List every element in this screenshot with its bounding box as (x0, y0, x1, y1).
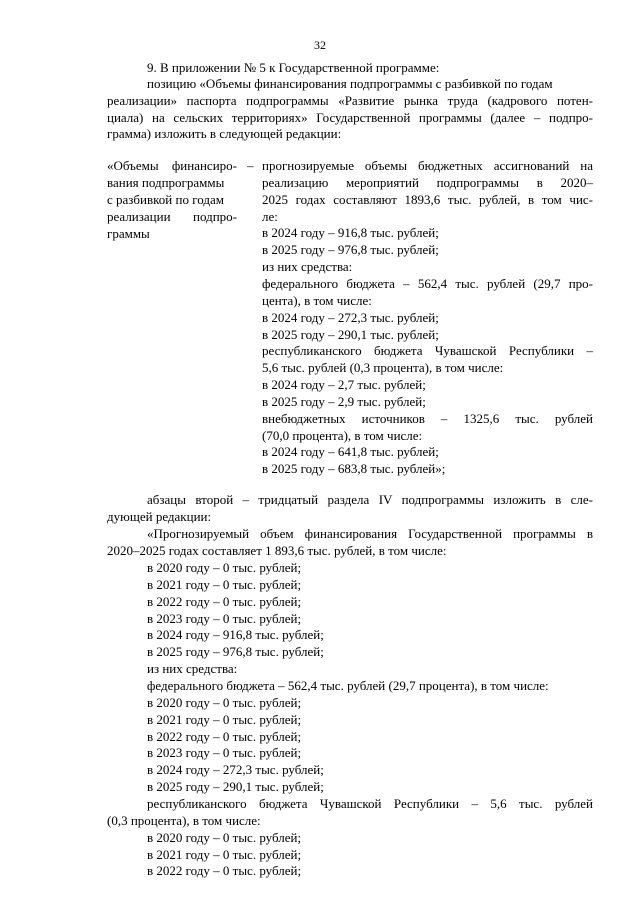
body-line: абзацы второй – тридцатый раздела IV подпрограммы изложить в сле- (147, 492, 593, 507)
table-value-line: 5,6 тыс. рублей (0,3 процента), в том числе: (262, 360, 504, 375)
table-value-line: в 2025 году – 2,9 тыс. рублей; (262, 394, 426, 409)
body-line: в 2025 году – 976,8 тыс. рублей; (147, 644, 324, 659)
table-value-line: из них средства: (262, 259, 353, 274)
table-value-line: в 2025 году – 683,8 тыс. рублей»; (262, 461, 446, 476)
table-label-line: «Объемы финансиро- (107, 158, 237, 173)
body-line: (0,3 процента), в том числе: (107, 813, 261, 828)
body-line: в 2023 году – 0 тыс. рублей; (147, 611, 302, 626)
body-line: в 2021 году – 0 тыс. рублей; (147, 577, 302, 592)
table-value-line: прогнозируемые объемы бюджетных ассигнований на (262, 158, 593, 173)
table-value-line: цента), в том числе: (262, 293, 372, 308)
body-line: в 2024 году – 916,8 тыс. рублей; (147, 627, 324, 642)
table-value-line: реализацию мероприятий подпрограммы в 2020– (262, 175, 593, 190)
body-line: в 2022 году – 0 тыс. рублей; (147, 863, 302, 878)
body-line: из них средства: (147, 661, 238, 676)
body-line: дующей редакции: (107, 509, 212, 524)
intro-line: циала) на сельских территориях» Государственной программы (далее – подпро- (107, 110, 593, 125)
table-label-line: граммы (107, 226, 150, 241)
table-value-line: в 2024 году – 641,8 тыс. рублей; (262, 444, 439, 459)
table-value-line: в 2024 году – 272,3 тыс. рублей; (262, 310, 439, 325)
table-label-line: реализации подпро- (107, 209, 237, 224)
table-value-line: в 2024 году – 916,8 тыс. рублей; (262, 225, 439, 240)
table-value-line: республиканского бюджета Чувашской Республики – (262, 343, 593, 358)
table-value-line: (70,0 процента), в том числе: (262, 428, 423, 443)
intro-line: реализации» паспорта подпрограммы «Развитие рынка труда (кадрового потен- (107, 93, 593, 108)
body-line: «Прогнозируемый объем финансирования Государственной программы в (147, 526, 593, 541)
table-value-line: в 2025 году – 976,8 тыс. рублей; (262, 242, 439, 257)
body-line: в 2020 году – 0 тыс. рублей; (147, 695, 302, 710)
intro-line: 9. В приложении № 5 к Государственной программе: (147, 60, 440, 75)
body-line: в 2022 году – 0 тыс. рублей; (147, 729, 302, 744)
body-line: в 2024 году – 272,3 тыс. рублей; (147, 762, 324, 777)
body-line: в 2021 году – 0 тыс. рублей; (147, 847, 302, 862)
body-line: федерального бюджета – 562,4 тыс. рублей (29,7 процента), в том числе: (147, 678, 549, 693)
body-line: в 2020 году – 0 тыс. рублей; (147, 560, 302, 575)
body-line: в 2025 году – 290,1 тыс. рублей; (147, 779, 324, 794)
body-line: в 2020 году – 0 тыс. рублей; (147, 830, 302, 845)
body-line: республиканского бюджета Чувашской Республики – 5,6 тыс. рублей (147, 796, 593, 811)
intro-line: грамма) изложить в следующей редакции: (107, 126, 342, 141)
table-value-line: в 2025 году – 290,1 тыс. рублей; (262, 327, 439, 342)
table-value-line: ле: (262, 209, 278, 224)
table-dash: – (247, 158, 254, 173)
table-value-line: внебюджетных источников – 1325,6 тыс. рублей (262, 411, 593, 426)
body-line: в 2023 году – 0 тыс. рублей; (147, 745, 302, 760)
body-line: в 2022 году – 0 тыс. рублей; (147, 594, 302, 609)
page-number: 32 (314, 38, 326, 52)
table-value-line: федерального бюджета – 562,4 тыс. рублей (29,7 про- (262, 276, 593, 291)
body-line: 2020–2025 годах составляет 1 893,6 тыс. рублей, в том числе: (107, 543, 447, 558)
intro-line: позицию «Объемы финансирования подпрограммы с разбивкой по годам (147, 76, 553, 91)
body-line: в 2021 году – 0 тыс. рублей; (147, 712, 302, 727)
table-value-line: 2025 годах составляют 1893,6 тыс. рублей, в том чис- (262, 192, 593, 207)
table-label-line: вания подпрограммы (107, 175, 225, 190)
table-label-line: с разбивкой по годам (107, 192, 224, 207)
table-value-line: в 2024 году – 2,7 тыс. рублей; (262, 377, 426, 392)
